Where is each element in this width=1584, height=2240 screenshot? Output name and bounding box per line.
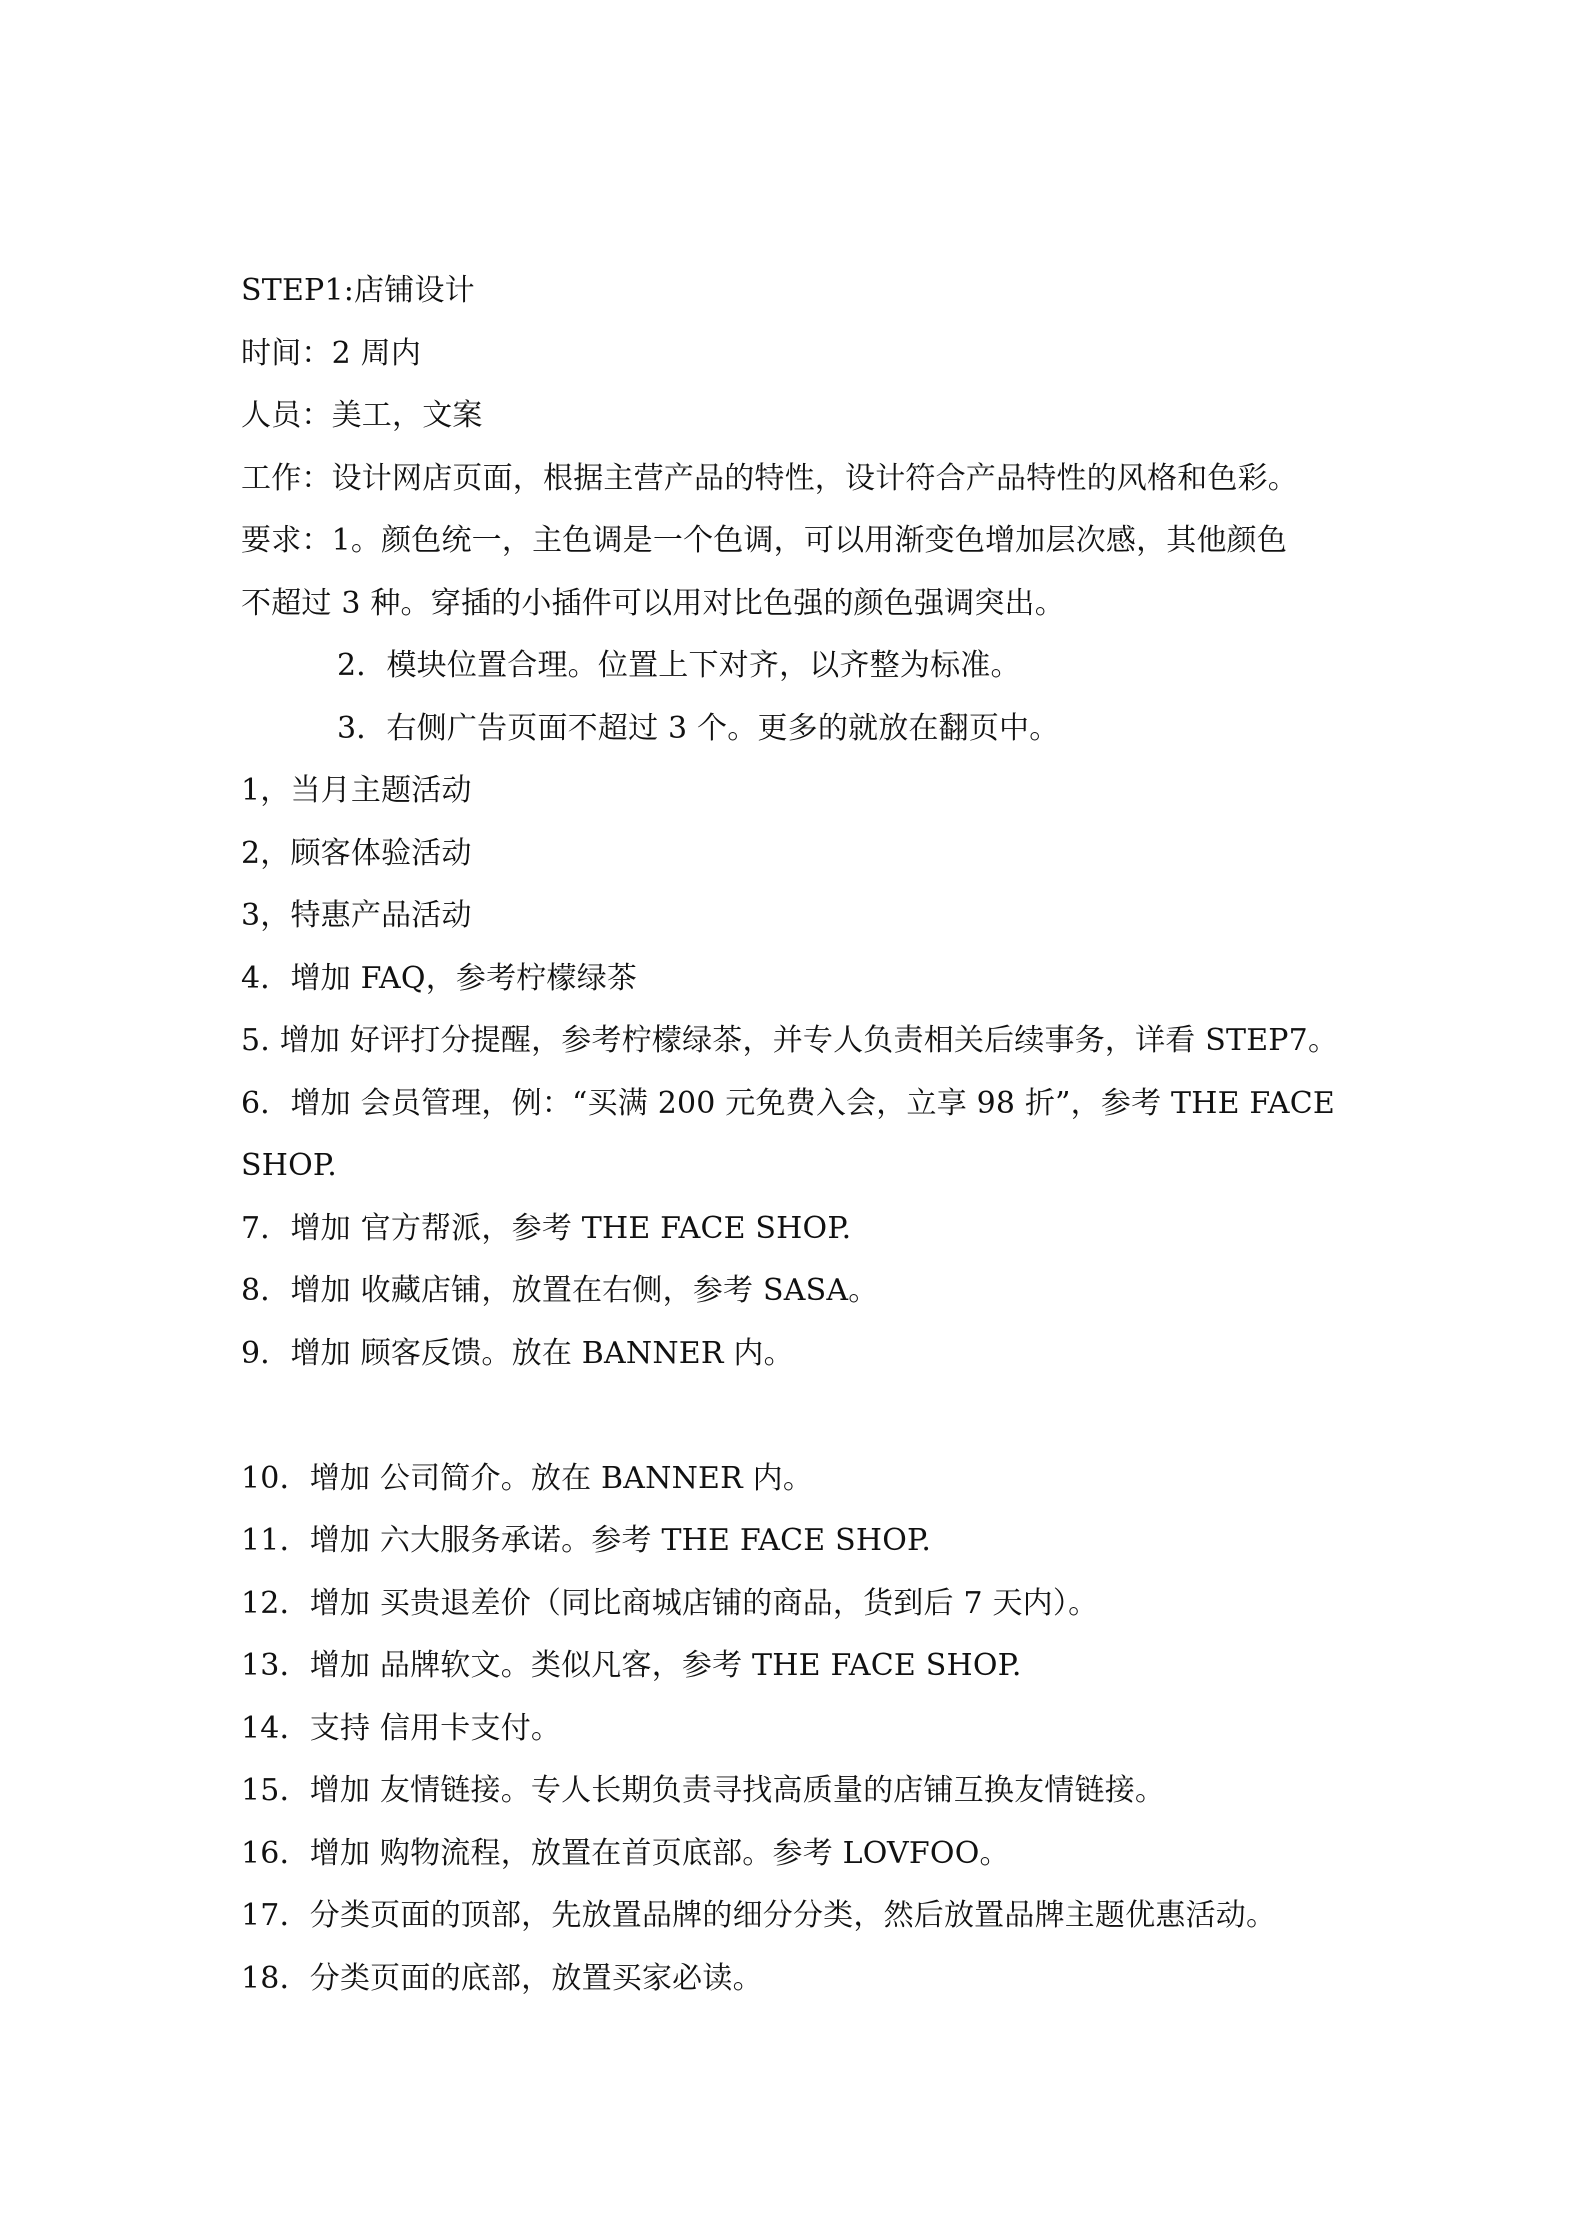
staff-line: 人员：美工，文案 — [241, 398, 483, 433]
list-item-6-continuation: SHOP. — [241, 1148, 337, 1183]
list-item-5: 5. 增加 好评打分提醒，参考柠檬绿茶，并专人负责相关后续事务，详看 STEP7。 — [241, 1023, 1339, 1058]
list-item-15: 15．增加 友情链接。专人长期负责寻找高质量的店铺互换友情链接。 — [241, 1773, 1166, 1808]
requirement-line: 要求：1。颜色统一，主色调是一个色调，可以用渐变色增加层次感，其他颜色 — [241, 523, 1288, 558]
list-item-6: 6．增加 会员管理，例：“买满 200 元免费入会，立享 98 折”，参考 THE FACE — [241, 1085, 1335, 1121]
list-item-18: 18．分类页面的底部，放置买家必读。 — [241, 1960, 763, 1996]
requirement-item-2: 2．模块位置合理。位置上下对齐，以齐整为标准。 — [337, 648, 1021, 683]
list-item-14: 14．支持 信用卡支付。 — [241, 1710, 562, 1746]
list-item-4: 4．增加 FAQ，参考柠檬绿茶 — [241, 960, 638, 996]
step-heading: STEP1:店铺设计 — [241, 273, 475, 308]
list-item-16: 16．增加 购物流程，放置在首页底部。参考 LOVFOO。 — [241, 1835, 1010, 1871]
requirement-continuation: 不超过 3 种。穿插的小插件可以用对比色强的颜色强调突出。 — [241, 585, 1065, 621]
activity-item-2: 2，顾客体验活动 — [241, 835, 472, 871]
time-line: 时间：2 周内 — [241, 335, 422, 371]
list-item-11: 11．增加 六大服务承诺。参考 THE FACE SHOP. — [241, 1523, 932, 1558]
requirement-item-3: 3．右侧广告页面不超过 3 个。更多的就放在翻页中。 — [337, 710, 1060, 746]
blank-line — [241, 1385, 1361, 1448]
list-item-8: 8．增加 收藏店铺，放置在右侧，参考 SASA。 — [241, 1273, 879, 1308]
document-body — [241, 260, 1361, 2010]
list-item-13: 13．增加 品牌软文。类似凡客，参考 THE FACE SHOP. — [241, 1648, 1022, 1683]
list-item-10: 10．增加 公司简介。放在 BANNER 内。 — [241, 1460, 814, 1496]
list-item-7: 7．增加 官方帮派，参考 THE FACE SHOP. — [241, 1210, 852, 1246]
list-item-9: 9．增加 顾客反馈。放在 BANNER 内。 — [241, 1335, 794, 1371]
list-item-12: 12．增加 买贵退差价（同比商城店铺的商品，货到后 7 天内）。 — [241, 1585, 1099, 1621]
activity-item-3: 3，特惠产品活动 — [241, 898, 472, 933]
list-item-17: 17．分类页面的顶部，先放置品牌的细分分类，然后放置品牌主题优惠活动。 — [241, 1898, 1277, 1933]
work-line: 工作：设计网店页面，根据主营产品的特性，设计符合产品特性的风格和色彩。 — [241, 460, 1298, 496]
activity-item-1: 1，当月主题活动 — [241, 773, 472, 808]
